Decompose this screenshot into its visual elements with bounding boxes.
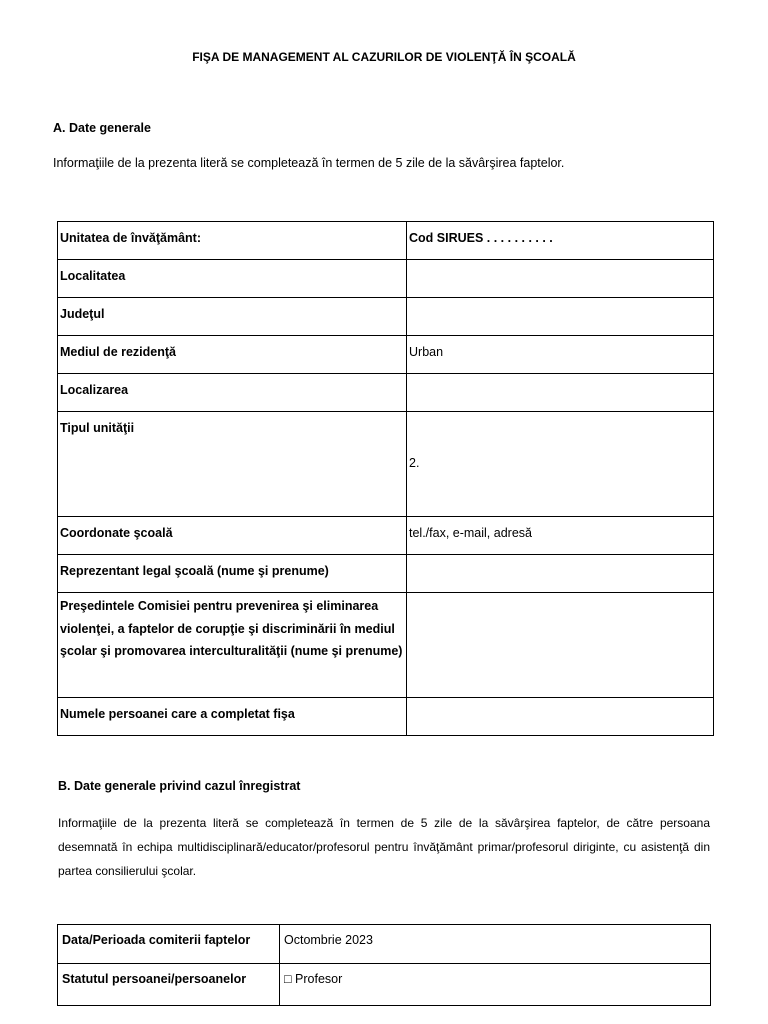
row-value[interactable]: Urban: [407, 336, 714, 374]
section-a-intro: Informaţiile de la prezenta literă se completează în termen de 5 zile de la săvârşirea faptelor.: [53, 156, 565, 170]
table-row: [58, 925, 711, 964]
case-data-table: [57, 924, 711, 1006]
table-row: [58, 260, 714, 298]
row-value[interactable]: [407, 374, 714, 412]
section-b-intro: Informaţiile de la prezenta literă se completează în termen de 5 zile de la săvârşirea faptelor, de către persoana desemnată în echipa multidisciplinară/educator/profesorul pentru învăţământ primar/profesorul diriginte, cu asistenţă din partea consilierului şcolar.: [58, 816, 710, 878]
row-label: Unitatea de învăţământ:: [58, 222, 407, 260]
row-value[interactable]: Octombrie 2023: [280, 925, 711, 964]
table-row: [58, 698, 714, 736]
row-label: Localitatea: [58, 260, 407, 298]
row-label: Numele persoanei care a completat fişa: [58, 698, 407, 736]
table-row: [58, 593, 714, 698]
row-label: Reprezentant legal şcoală (nume şi prenume): [58, 555, 407, 593]
row-value[interactable]: □ Profesor: [280, 964, 711, 1006]
row-value[interactable]: [407, 298, 714, 336]
section-b-heading: B. Date generale privind cazul înregistrat: [58, 779, 301, 793]
table-row: [58, 517, 714, 555]
row-value-text: 2.: [409, 456, 420, 470]
table-row: [58, 298, 714, 336]
row-label: Data/Perioada comiterii faptelor: [58, 925, 280, 964]
general-data-table: [57, 221, 714, 736]
table-row: [58, 222, 714, 260]
row-value[interactable]: [407, 698, 714, 736]
row-value[interactable]: [407, 260, 714, 298]
table-row: [58, 336, 714, 374]
table-row: [58, 555, 714, 593]
row-label: Localizarea: [58, 374, 407, 412]
row-value[interactable]: [407, 555, 714, 593]
row-value[interactable]: [407, 412, 714, 517]
page-title: FIŞA DE MANAGEMENT AL CAZURILOR DE VIOLENŢĂ ÎN ŞCOALĂ: [192, 50, 576, 64]
row-label: Statutul persoanei/persoanelor: [58, 964, 280, 1006]
table-row: [58, 412, 714, 517]
row-label: Tipul unităţii: [58, 412, 407, 517]
row-label: Coordonate şcoală: [58, 517, 407, 555]
row-value[interactable]: tel./fax, e-mail, adresă: [407, 517, 714, 555]
row-label: Mediul de rezidenţă: [58, 336, 407, 374]
row-value[interactable]: [407, 593, 714, 698]
row-value[interactable]: Cod SIRUES . . . . . . . . . .: [407, 222, 714, 260]
table-row: [58, 964, 711, 1006]
row-label: Judeţul: [58, 298, 407, 336]
table-row: [58, 374, 714, 412]
section-a-heading: A. Date generale: [53, 121, 151, 135]
row-label: Preşedintele Comisiei pentru prevenirea şi eliminarea violenţei, a faptelor de corupţie şi discriminării în mediul şcolar şi promovarea interculturalităţii (nume şi prenume): [58, 593, 407, 698]
